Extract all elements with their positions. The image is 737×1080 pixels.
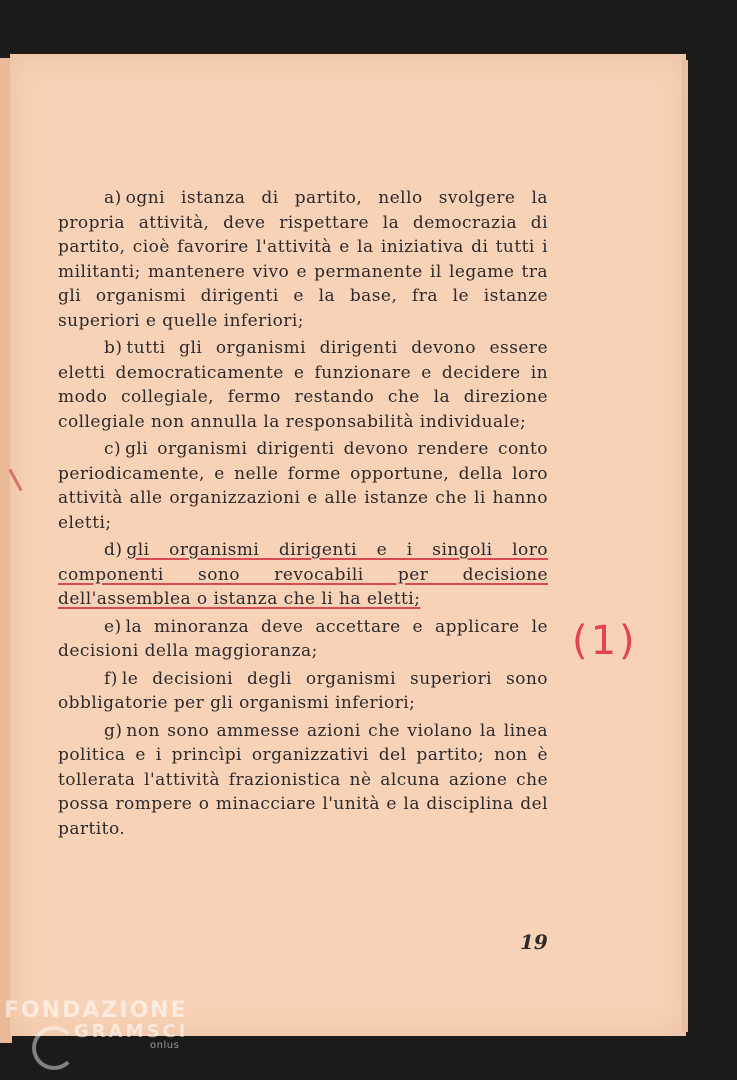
watermark-line-1: FONDAZIONE: [4, 998, 188, 1023]
item-text-c: gli organismi dirigenti devono rendere conto periodicamente, e nelle forme opportune, della loro attività alle organizzazioni e alle istanze che li hanno eletti;: [58, 439, 548, 533]
watermark-line-2: GRAMSCI: [74, 1021, 189, 1042]
item-text-b: tutti gli organismi dirigenti devono essere eletti democraticamente e funzionare e decidere in modo collegiale, fermo restando che la direzione collegiale non annulla la responsabilità individuale;: [58, 338, 548, 432]
paragraph-c: [58, 437, 548, 535]
paragraph-f: [58, 667, 548, 716]
item-label-d: d): [104, 540, 123, 560]
paragraph-d: [58, 538, 548, 612]
item-text-f: le decisioni degli organismi superiori sono obbligatorie per gli organismi inferiori;: [58, 668, 548, 713]
body-text: [58, 186, 548, 844]
item-label-c: c): [104, 439, 122, 459]
handwritten-margin-note: (1): [572, 618, 638, 664]
paragraph-e: [58, 615, 548, 664]
page-number: 19: [520, 930, 548, 954]
item-label-g: g): [104, 720, 123, 741]
right-page-edge: [682, 60, 688, 1032]
item-label-a: a): [104, 188, 122, 208]
item-text-d-underlined: gli organismi dirigenti e i singoli loro componenti sono revocabili per decisione dell'assemblea o istanza che li ha eletti;: [58, 540, 548, 609]
item-text-a: ogni istanza di partito, nello svolgere la propria attività, deve rispettare la democrazia di partito, cioè favorire l'attività e la iniziativa di tutti i militanti; mantenere vivo e permanente il legame tra gli organismi dirigenti e la base, fra le istanze superiori e quelle inferiori;: [58, 188, 548, 331]
paragraph-b: [58, 336, 548, 434]
item-text-g: non sono ammesse azioni che violano la linea politica e i princìpi organizzativi del partito; non è tollerata l'attività frazionistica nè alcuna azione che possa rompere o minacciare l'unità e la disciplina del partito.: [58, 720, 548, 839]
paragraph-a: [58, 186, 548, 333]
paragraph-g: [58, 719, 548, 842]
item-label-f: f): [104, 668, 118, 689]
watermark-logo-icon: [32, 1026, 76, 1070]
watermark-line-3: onlus: [150, 1040, 180, 1051]
item-label-b: b): [104, 338, 123, 358]
item-label-e: e): [104, 616, 122, 637]
item-text-e: la minoranza deve accettare e applicare le decisioni della maggioranza;: [58, 616, 548, 661]
watermark: [4, 998, 188, 1051]
